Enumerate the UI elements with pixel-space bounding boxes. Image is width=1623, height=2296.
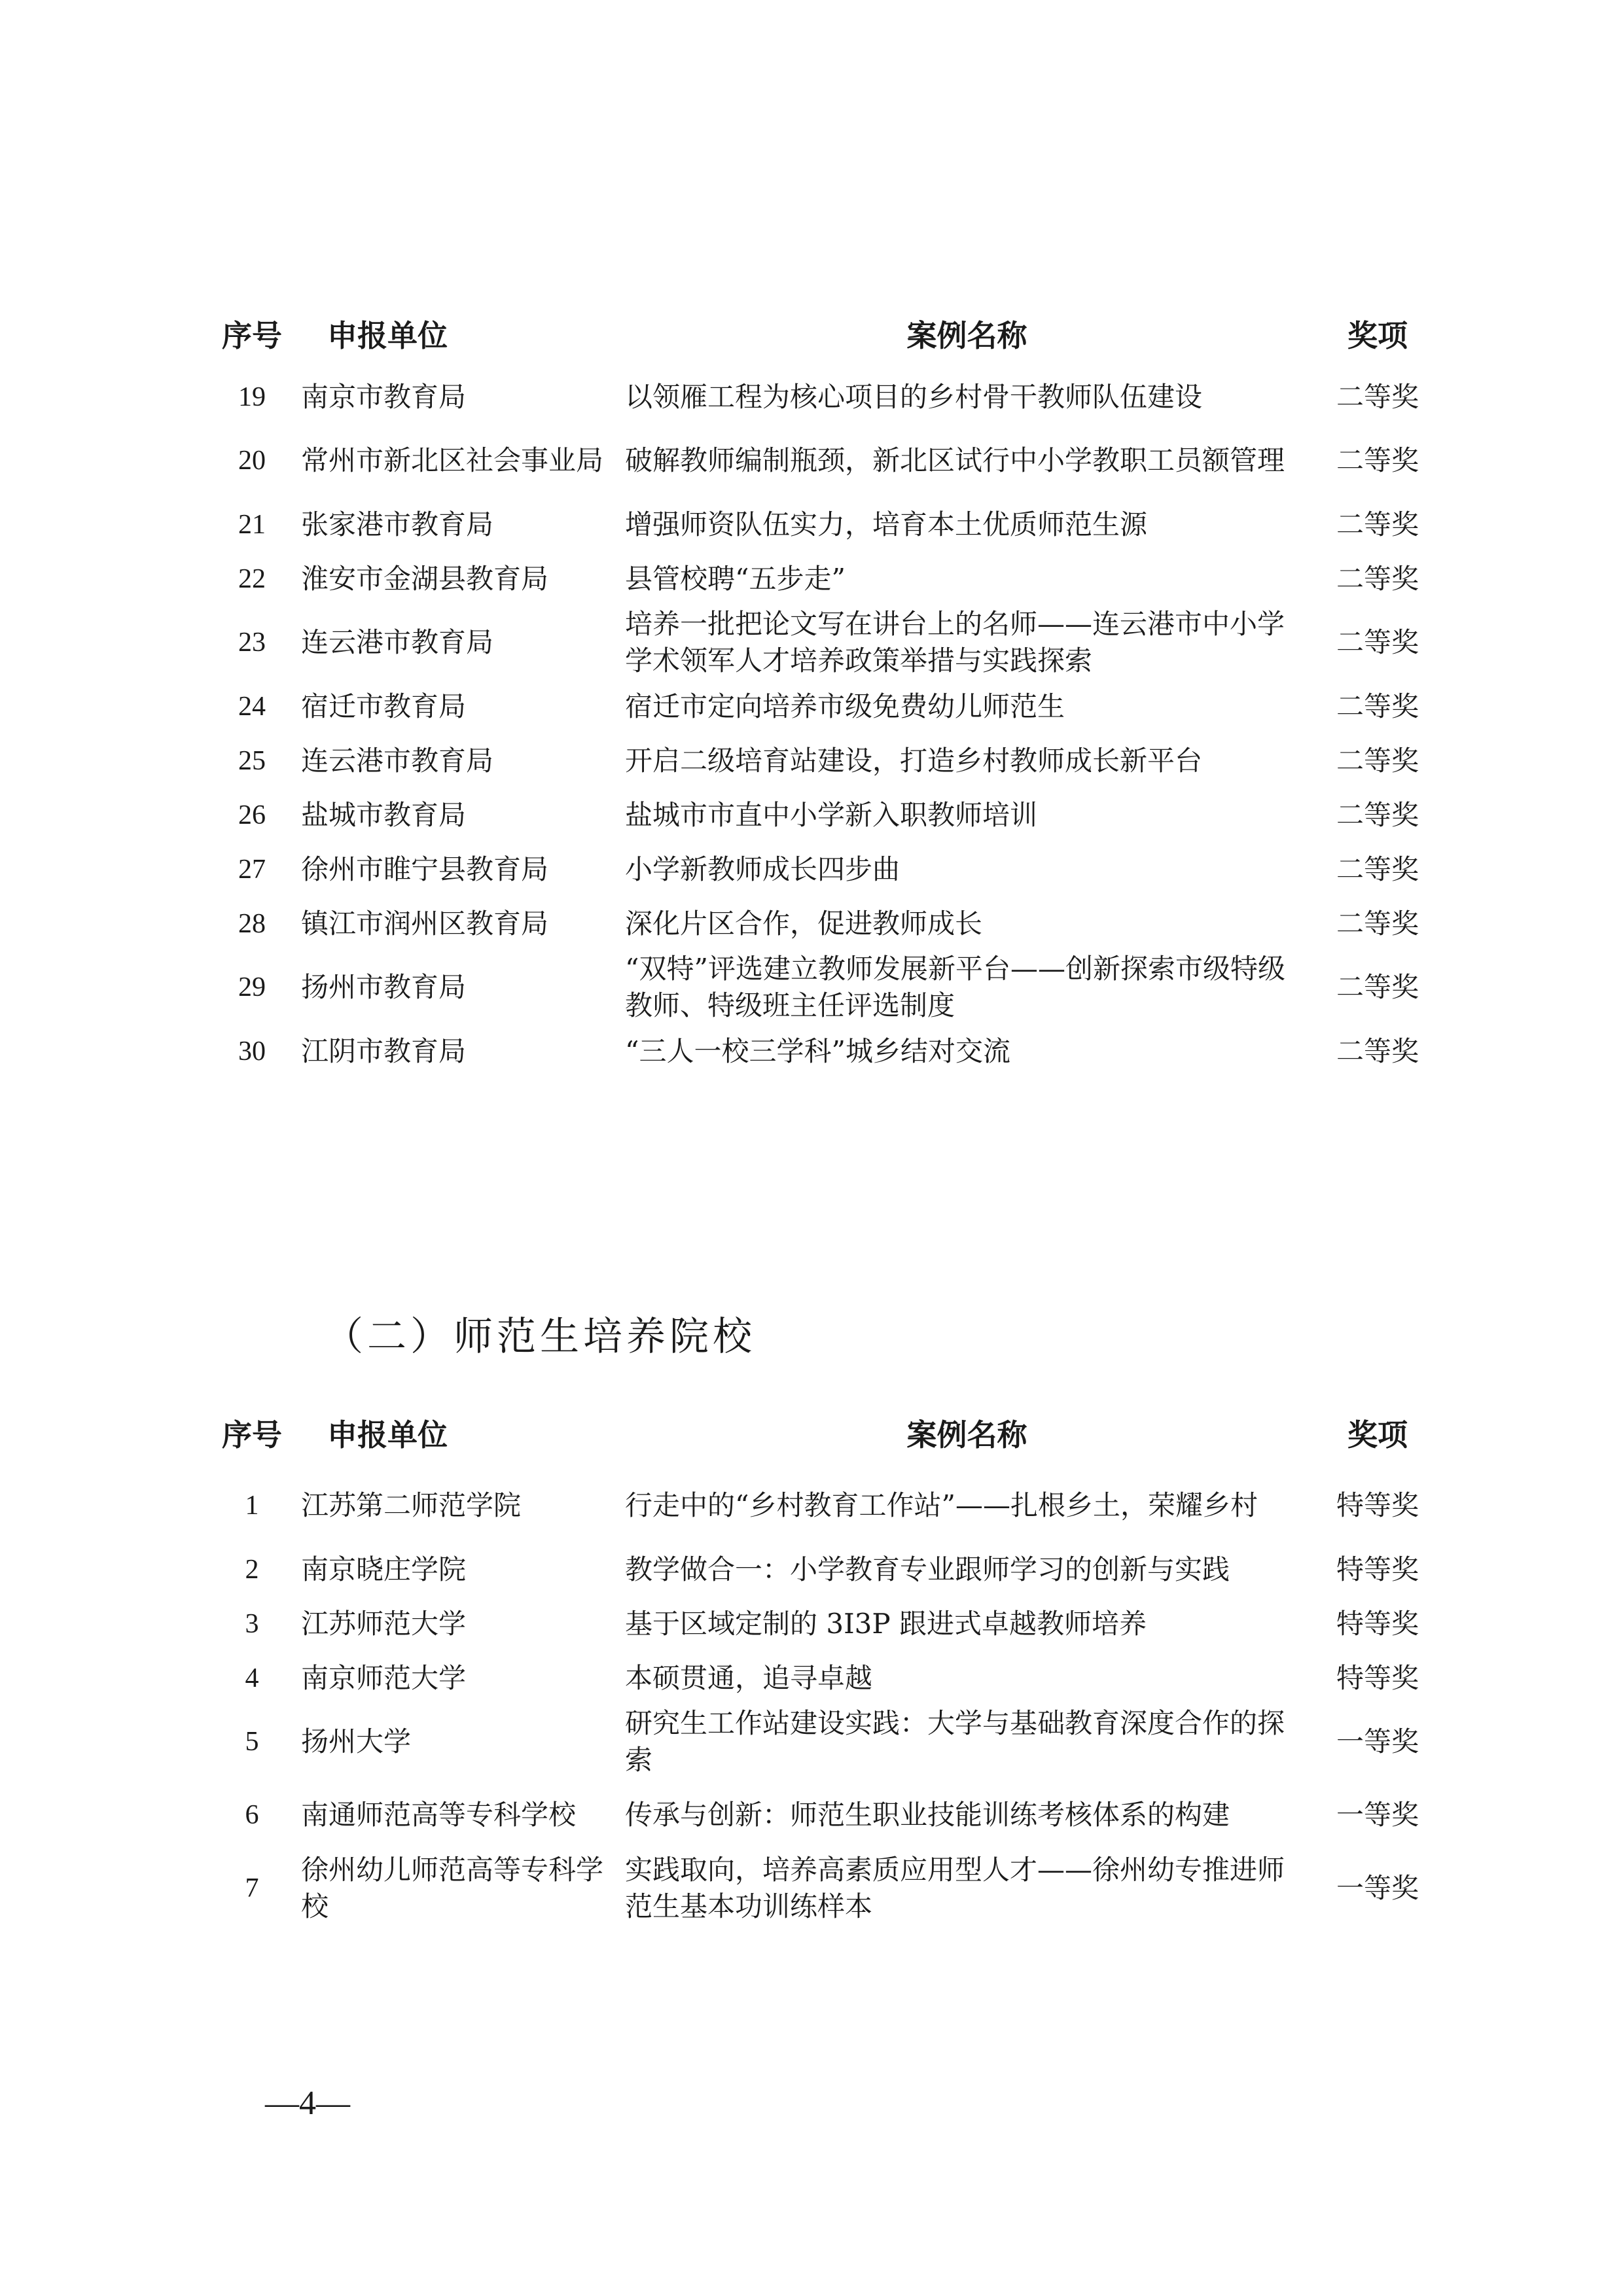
- row-case: 县管校聘“五步走”: [625, 562, 846, 595]
- row-unit: 徐州市睢宁县教育局: [301, 853, 549, 885]
- row-unit: 徐州幼儿师范高等专科学校: [301, 1854, 604, 1922]
- row-case: 开启二级培育站建设，打造乡村教师成长新平台: [625, 744, 1203, 777]
- header-no: 序号: [222, 1417, 282, 1453]
- row-no: 25: [238, 745, 266, 776]
- header-award: 奖项: [1347, 1417, 1408, 1453]
- row-award: 二等奖: [1336, 508, 1419, 540]
- row-unit: 常州市新北区社会事业局: [301, 444, 604, 476]
- row-case: 基于区域定制的 3I3P 跟进式卓越教师培养: [625, 1607, 1147, 1640]
- row-award: 二等奖: [1336, 444, 1419, 476]
- row-award: 二等奖: [1336, 907, 1419, 940]
- row-award: 二等奖: [1336, 690, 1419, 722]
- row-no: 1: [245, 1491, 259, 1521]
- row-case: “双特”评选建立教师发展新平台——创新探索市级特级教师、特级班主任评选制度: [625, 953, 1285, 1021]
- row-case: 本硕贯通，追寻卓越: [625, 1661, 873, 1694]
- table-row: [203, 1778, 1446, 1852]
- row-no: 20: [238, 446, 266, 476]
- table-row: [203, 733, 1446, 788]
- row-case: 实践取向，培养高素质应用型人才——徐州幼专推进师范生基本功训练样本: [625, 1854, 1285, 1922]
- row-no: 21: [238, 509, 266, 540]
- table-row: [203, 552, 1446, 606]
- row-unit: 盐城市教育局: [301, 798, 467, 831]
- row-no: 2: [245, 1554, 259, 1585]
- header-case: 案例名称: [906, 1417, 1027, 1453]
- row-no: 22: [238, 563, 266, 594]
- row-award: 二等奖: [1336, 971, 1419, 1003]
- table-row: [203, 370, 1446, 424]
- row-unit: 江苏第二师范学院: [301, 1489, 522, 1521]
- awards-table-2: [203, 1397, 1446, 1925]
- row-case: 培养一批把论文写在讲台上的名师——连云港市中小学学术领军人才培养政策举措与实践探索: [625, 608, 1285, 677]
- row-unit: 江苏师范大学: [301, 1607, 467, 1640]
- row-award: 二等奖: [1336, 798, 1419, 831]
- table-row: [203, 1852, 1446, 1925]
- table-row: [203, 1597, 1446, 1651]
- table-row: [203, 896, 1446, 951]
- row-unit: 连云港市教育局: [301, 744, 494, 777]
- row-unit: 南京晓庄学院: [301, 1553, 467, 1585]
- row-award: 特等奖: [1336, 1553, 1419, 1585]
- row-award: 特等奖: [1336, 1607, 1419, 1640]
- row-unit: 宿迁市教育局: [301, 690, 467, 722]
- row-award: 二等奖: [1336, 1034, 1419, 1067]
- row-case: 研究生工作站建设实践：大学与基础教育深度合作的探索: [625, 1707, 1285, 1776]
- table-row: [203, 497, 1446, 552]
- row-case: 行走中的“乡村教育工作站”——扎根乡土，荣耀乡村: [625, 1489, 1258, 1521]
- table-row: [203, 1651, 1446, 1705]
- row-no: 30: [238, 1036, 266, 1067]
- row-no: 26: [238, 800, 266, 830]
- table-row: [203, 951, 1446, 1024]
- row-unit: 镇江市润州区教育局: [301, 907, 549, 940]
- header-unit: 申报单位: [327, 318, 448, 353]
- row-unit: 扬州大学: [301, 1725, 412, 1757]
- table-row: [203, 1469, 1446, 1542]
- row-award: 特等奖: [1336, 1661, 1419, 1694]
- row-case: 破解教师编制瓶颈，新北区试行中小学教职工员额管理: [625, 444, 1285, 476]
- row-unit: 南通师范高等专科学校: [301, 1799, 577, 1831]
- header-award: 奖项: [1347, 318, 1408, 353]
- row-award: 一等奖: [1336, 1872, 1419, 1904]
- row-award: 一等奖: [1336, 1799, 1419, 1831]
- row-case: 以领雁工程为核心项目的乡村骨干教师队伍建设: [625, 380, 1203, 413]
- row-case: 传承与创新：师范生职业技能训练考核体系的构建: [625, 1799, 1230, 1831]
- table-row: [203, 679, 1446, 733]
- row-no: 3: [245, 1608, 259, 1639]
- row-case: 宿迁市定向培养市级免费幼儿师范生: [625, 690, 1065, 722]
- table-row: [203, 1542, 1446, 1597]
- row-no: 19: [238, 381, 266, 412]
- row-no: 23: [238, 627, 266, 658]
- row-award: 特等奖: [1336, 1489, 1419, 1521]
- row-award: 一等奖: [1336, 1725, 1419, 1757]
- row-no: 28: [238, 908, 266, 939]
- section-heading: （二）师范生培养院校: [324, 1314, 756, 1360]
- header-no: 序号: [222, 318, 282, 353]
- row-no: 5: [245, 1727, 259, 1757]
- row-case: 增强师资队伍实力，培育本土优质师范生源: [625, 508, 1148, 540]
- row-award: 二等奖: [1336, 562, 1419, 595]
- table-row: [203, 606, 1446, 679]
- header-unit: 申报单位: [327, 1417, 448, 1453]
- row-unit: 连云港市教育局: [301, 626, 494, 658]
- header-case: 案例名称: [906, 318, 1027, 353]
- row-unit: 淮安市金湖县教育局: [301, 562, 549, 595]
- row-no: 29: [238, 972, 266, 1002]
- row-case: 深化片区合作，促进教师成长: [625, 907, 983, 940]
- table-row: [203, 424, 1446, 497]
- row-award: 二等奖: [1336, 853, 1419, 885]
- row-case: 教学做合一：小学教育专业跟师学习的创新与实践: [625, 1553, 1230, 1585]
- row-no: 6: [245, 1800, 259, 1830]
- row-no: 27: [238, 854, 266, 885]
- row-unit: 南京师范大学: [301, 1661, 467, 1694]
- table-row: [203, 1024, 1446, 1078]
- row-unit: 江阴市教育局: [301, 1034, 467, 1067]
- page-number: —4—: [265, 2085, 350, 2122]
- row-case: 盐城市市直中小学新入职教师培训: [625, 798, 1038, 831]
- row-no: 24: [238, 691, 266, 722]
- row-award: 二等奖: [1336, 380, 1419, 413]
- row-case: 小学新教师成长四步曲: [625, 853, 901, 885]
- table-header: [203, 1397, 1446, 1469]
- table-row: [203, 1705, 1446, 1778]
- row-no: 7: [245, 1873, 259, 1903]
- row-unit: 南京市教育局: [301, 380, 467, 413]
- row-unit: 张家港市教育局: [301, 508, 494, 540]
- awards-table-1: [203, 298, 1446, 1078]
- row-case: “三人一校三学科”城乡结对交流: [625, 1034, 1010, 1067]
- table-header: [203, 298, 1446, 370]
- row-award: 二等奖: [1336, 744, 1419, 777]
- row-unit: 扬州市教育局: [301, 971, 467, 1003]
- table-row: [203, 842, 1446, 896]
- table-row: [203, 788, 1446, 842]
- row-no: 4: [245, 1663, 259, 1693]
- row-award: 二等奖: [1336, 626, 1419, 658]
